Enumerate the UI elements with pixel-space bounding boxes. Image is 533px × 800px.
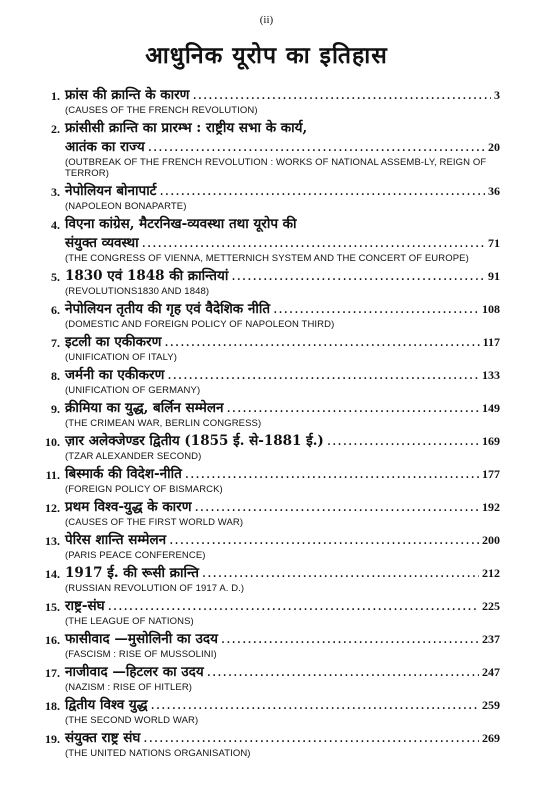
entry-body	[65, 729, 500, 759]
toc-entry	[34, 182, 500, 212]
entry-body	[65, 696, 500, 726]
entry-page-number: 108	[482, 302, 500, 316]
entry-body	[65, 366, 500, 396]
entry-title-line	[65, 119, 500, 138]
dot-leader	[221, 630, 479, 649]
entry-number: 11.	[45, 468, 60, 482]
entry-body	[65, 333, 500, 363]
entry-page-number: 149	[482, 401, 500, 415]
dot-leader	[192, 86, 491, 105]
entry-number: 4.	[51, 218, 60, 232]
entry-english-title: (TZAR ALEXANDER SECOND)	[65, 451, 202, 462]
toc-entry	[34, 465, 500, 495]
toc-entry	[34, 215, 500, 264]
entry-title-line	[65, 138, 500, 157]
entry-number: 13.	[45, 534, 60, 548]
entry-hindi-title: जर्मनी का एकीकरण	[65, 367, 165, 383]
entry-body	[65, 564, 500, 594]
entry-page-number: 169	[482, 434, 500, 448]
entry-english-title: (RUSSIAN REVOLUTION OF 1917 A. D.)	[65, 583, 245, 594]
entry-hindi-title: बिस्मार्क की विदेश-नीति	[65, 466, 182, 482]
entry-number: 3.	[51, 185, 60, 199]
entry-title-line	[65, 333, 500, 352]
table-of-contents	[34, 86, 500, 762]
entry-title-line	[65, 182, 500, 201]
entry-title-line	[65, 663, 500, 682]
entry-title-line	[65, 215, 500, 234]
entry-english-title: (THE CRIMEAN WAR, BERLIN CONGRESS)	[65, 418, 262, 429]
entry-body	[65, 663, 500, 693]
entry-title-line	[65, 630, 500, 649]
entry-title-line	[65, 86, 500, 105]
entry-page-number: 117	[482, 335, 500, 349]
dot-leader	[148, 138, 485, 157]
entry-hindi-title: फासीवाद —मुसोलिनी का उदय	[65, 631, 218, 647]
entry-body	[65, 597, 500, 627]
entry-hindi-title: फ्रांस की क्रान्ति के कारण	[65, 87, 190, 103]
dot-leader	[194, 498, 479, 517]
toc-entry	[34, 399, 500, 429]
entry-number: 7.	[51, 336, 60, 350]
entry-page-number: 200	[482, 533, 500, 547]
entry-body	[65, 267, 500, 297]
dot-leader	[167, 366, 479, 385]
entry-title-line	[65, 300, 500, 319]
entry-hindi-title: इटली का एकीकरण	[65, 334, 162, 350]
entry-page-number: 269	[482, 731, 500, 745]
entry-page-number: 36	[488, 184, 500, 198]
entry-hindi-title: नाजीवाद —हिटलर का उदय	[65, 664, 204, 680]
entry-english-title: (CAUSES OF THE FIRST WORLD WAR)	[65, 517, 244, 528]
entry-english-title: (THE CONGRESS OF VIENNA, METTERNICH SYSTEM AND THE CONCERT OF EUROPE)	[65, 253, 469, 264]
toc-entry	[34, 86, 500, 116]
dot-leader	[202, 564, 479, 583]
dot-leader	[151, 696, 479, 715]
entry-page-number: 177	[482, 467, 500, 481]
dot-leader	[108, 597, 479, 616]
dot-leader	[164, 333, 479, 352]
entry-number: 17.	[45, 666, 60, 680]
entry-number: 9.	[51, 402, 60, 416]
entry-hindi-title: ज़ार अलेक्जेण्डर द्वितीय (1855 ई. से-1881 ई.)	[65, 433, 324, 449]
entry-number: 1.	[51, 89, 60, 103]
entry-english-title: (NAZISM : RISE OF HITLER)	[65, 682, 193, 693]
entry-number: 5.	[51, 270, 60, 284]
dot-leader	[160, 182, 486, 201]
entry-number: 6.	[51, 303, 60, 317]
entry-number: 14.	[45, 567, 60, 581]
entry-title-line	[65, 366, 500, 385]
dot-leader	[143, 729, 479, 748]
entry-hindi-title: विएना कांग्रेस, मैटरनिख-व्यवस्था तथा यूरोप की	[65, 216, 297, 232]
entry-hindi-title: पेरिस शान्ति सम्मेलन	[65, 532, 167, 548]
page-title: आधुनिक यूरोप का इतिहास	[145, 42, 388, 69]
toc-entry	[34, 267, 500, 297]
entry-hindi-title: संयुक्त व्यवस्था	[65, 235, 139, 251]
toc-entry	[34, 432, 500, 462]
entry-hindi-title: द्वितीय विश्व युद्ध	[65, 697, 148, 713]
entry-body	[65, 630, 500, 660]
toc-entry	[34, 366, 500, 396]
entry-english-title: (THE SECOND WORLD WAR)	[65, 715, 199, 726]
entry-page-number: 3	[494, 88, 500, 102]
entry-english-title: (FASCISM : RISE OF MUSSOLINI)	[65, 649, 217, 660]
toc-entry	[34, 119, 500, 179]
entry-body	[65, 465, 500, 495]
toc-entry	[34, 564, 500, 594]
dot-leader	[273, 300, 479, 319]
toc-entry	[34, 696, 500, 726]
dot-leader	[327, 432, 479, 451]
entry-page-number: 225	[482, 599, 500, 613]
toc-entry	[34, 333, 500, 363]
entry-page-number: 133	[482, 368, 500, 382]
dot-leader	[207, 663, 479, 682]
toc-entry	[34, 663, 500, 693]
toc-entry	[34, 630, 500, 660]
entry-hindi-title: संयुक्त राष्ट्र संघ	[65, 730, 141, 746]
entry-title-line	[65, 399, 500, 418]
entry-title-line	[65, 432, 500, 451]
entry-page-number: 212	[482, 566, 500, 580]
entry-title-line	[65, 498, 500, 517]
entry-hindi-title: राष्ट्र-संघ	[65, 598, 105, 614]
entry-english-title: (THE LEAGUE OF NATIONS)	[65, 616, 194, 627]
toc-entry	[34, 300, 500, 330]
dot-leader	[169, 531, 479, 550]
entry-number: 10.	[45, 435, 60, 449]
dot-leader	[231, 267, 485, 286]
entry-english-title: (DOMESTIC AND FOREIGN POLICY OF NAPOLEON THIRD)	[65, 319, 335, 330]
entry-page-number: 91	[488, 269, 500, 283]
dot-leader	[226, 399, 479, 418]
entry-page-number: 259	[482, 698, 500, 712]
entry-number: 15.	[45, 600, 60, 614]
entry-number: 2.	[51, 122, 60, 136]
entry-page-number: 71	[488, 236, 500, 250]
entry-title-line	[65, 267, 500, 286]
entry-body	[65, 300, 500, 330]
entry-english-title: (REVOLUTIONS1830 AND 1848)	[65, 286, 210, 297]
entry-title-line	[65, 234, 500, 253]
entry-body	[65, 432, 500, 462]
entry-english-title: (CAUSES OF THE FRENCH REVOLUTION)	[65, 105, 258, 116]
entry-hindi-title: 1917 ई. की रूसी क्रान्ति	[65, 565, 199, 581]
entry-english-title: (FOREIGN POLICY OF BISMARCK)	[65, 484, 223, 495]
entry-title-line	[65, 531, 500, 550]
entry-page-number: 192	[482, 500, 500, 514]
entry-english-title: (UNIFICATION OF ITALY)	[65, 352, 177, 363]
entry-hindi-title: नेपोलियन बोनापार्ट	[65, 183, 157, 199]
entry-english-title: (OUTBREAK OF THE FRENCH REVOLUTION : WORKS OF NATIONAL ASSEMB-LY, REIGN OF TERROR)	[65, 157, 487, 179]
entry-number: 19.	[45, 732, 60, 746]
dot-leader	[142, 234, 485, 253]
entry-body	[65, 119, 500, 179]
entry-number: 18.	[45, 699, 60, 713]
entry-english-title: (THE UNITED NATIONS ORGANISATION)	[65, 748, 251, 759]
page-number: (ii)	[259, 14, 274, 26]
entry-hindi-title: प्रथम विश्व-युद्ध के कारण	[65, 499, 192, 515]
entry-english-title: (NAPOLEON BONAPARTE)	[65, 201, 187, 212]
entry-title-line	[65, 696, 500, 715]
entry-title-line	[65, 729, 500, 748]
entry-english-title: (UNIFICATION OF GERMANY)	[65, 385, 201, 396]
entry-english-title: (PARIS PEACE CONFERENCE)	[65, 550, 206, 561]
toc-entry	[34, 498, 500, 528]
entry-body	[65, 531, 500, 561]
entry-number: 8.	[51, 369, 60, 383]
entry-body	[65, 215, 500, 264]
entry-hindi-title: आतंक का राज्य	[65, 139, 145, 155]
entry-hindi-title: क्रीमिया का युद्ध, बर्लिन सम्मेलन	[65, 400, 224, 416]
entry-body	[65, 182, 500, 212]
entry-hindi-title: फ्रांसीसी क्रान्ति का प्रारम्भ : राष्ट्रीय सभा के कार्य,	[65, 120, 308, 136]
entry-title-line	[65, 564, 500, 583]
entry-page-number: 247	[482, 665, 500, 679]
toc-entry	[34, 531, 500, 561]
entry-page-number: 20	[488, 140, 500, 154]
entry-hindi-title: 1830 एवं 1848 की क्रान्तियां	[65, 268, 229, 284]
dot-leader	[185, 465, 479, 484]
entry-number: 16.	[45, 633, 60, 647]
toc-entry	[34, 729, 500, 759]
entry-title-line	[65, 465, 500, 484]
entry-body	[65, 399, 500, 429]
entry-page-number: 237	[482, 632, 500, 646]
entry-hindi-title: नेपोलियन तृतीय की गृह एवं वैदेशिक नीति	[65, 301, 271, 317]
entry-body	[65, 86, 500, 116]
entry-body	[65, 498, 500, 528]
toc-entry	[34, 597, 500, 627]
entry-number: 12.	[45, 501, 60, 515]
entry-title-line	[65, 597, 500, 616]
